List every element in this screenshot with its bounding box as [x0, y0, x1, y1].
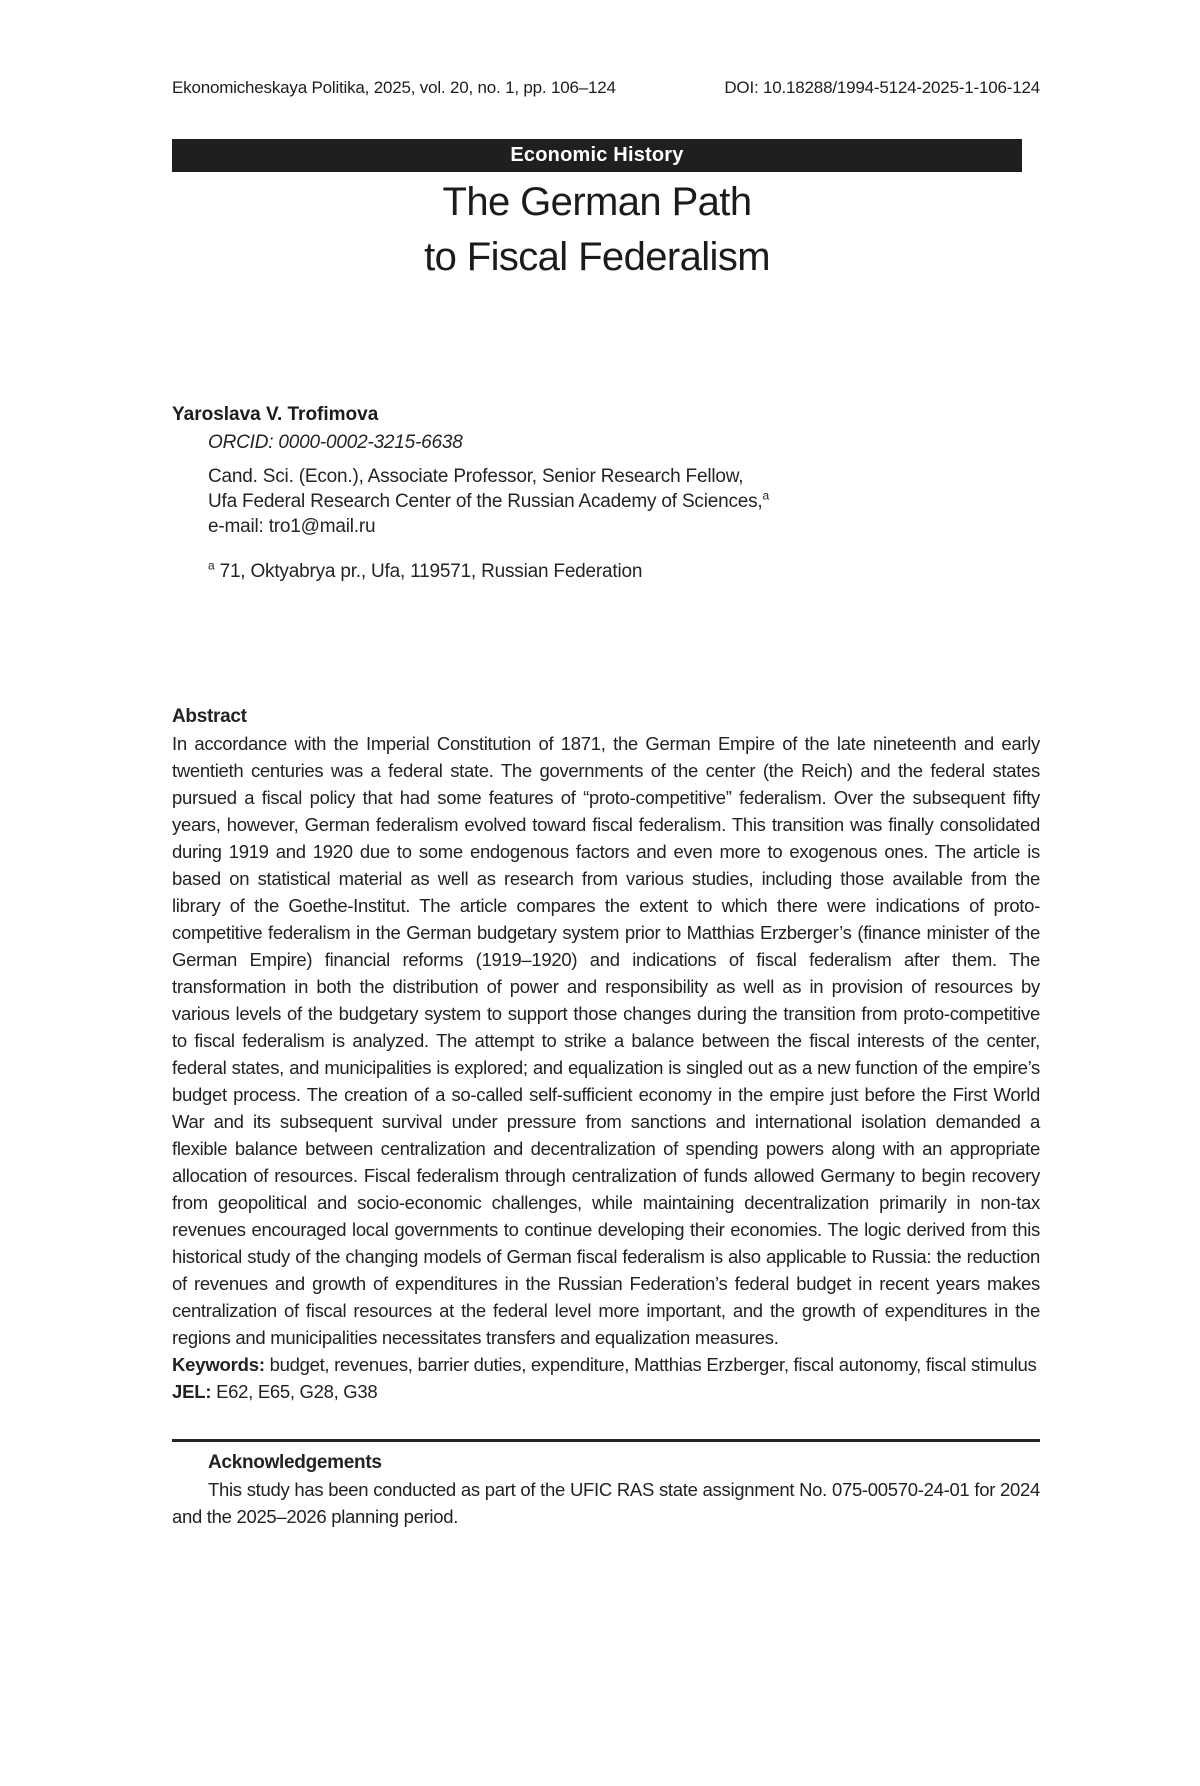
acknowledgements-section — [172, 1439, 1040, 1530]
jel-text: E62, E65, G28, G38 — [216, 1381, 378, 1402]
address-footnote-marker: a — [208, 558, 215, 573]
section-banner — [172, 139, 1022, 172]
author-details — [208, 464, 769, 539]
author-name: Yaroslava V. Trofimova — [172, 404, 379, 425]
acknowledgements-heading: Acknowledgements — [208, 1452, 382, 1473]
article-title — [172, 175, 1022, 285]
author-affiliation-line — [208, 489, 769, 514]
author-orcid: ORCID: 0000-0002-3215-6638 — [208, 432, 463, 453]
jel-line — [172, 1378, 1040, 1405]
author-address-text: 71, Oktyabrya pr., Ufa, 119571, Russian Federation — [219, 561, 643, 582]
section-banner-label: Economic History — [510, 144, 684, 166]
affiliation-footnote-marker: a — [762, 488, 769, 503]
author-affiliation-text: Ufa Federal Research Center of the Russian Academy of Sciences, — [208, 491, 763, 512]
journal-citation: Ekonomicheskaya Politika, 2025, vol. 20, no. 1, pp. 106–124 — [172, 78, 616, 97]
article-title-line2: to Fiscal Federalism — [424, 235, 770, 279]
author-email-line: e-mail: tro1@mail.ru — [208, 516, 376, 537]
abstract-heading: Abstract — [172, 706, 247, 727]
keywords-label: Keywords: — [172, 1354, 265, 1375]
journal-header — [172, 78, 1040, 98]
abstract-text: In accordance with the Imperial Constitution of 1871, the German Empire of the late nineteenth and early twentieth centuries was a federal state. The governments of the center (the Reich) and the federal states pursued a fiscal policy that had some features of “proto-competitive” federalism. Over the subsequent fifty years, however, German federalism evolved toward fiscal federalism. This transition was finally consolidated during 1919 and 1920 due to some endogenous factors and even more to exogenous ones. The article is based on statistical material as well as research from various studies, including those available from the library of the Goethe-Institut. The article compares the extent to which there were indications of proto-competitive federalism in the German budgetary system prior to Matthias Erzberger’s (finance minister of the German Empire) financial reforms (1919–1920) and indications of fiscal federalism after them. The transformation in both the distribution of power and responsibility as well as in provision of resources by various levels of the budgetary system to support those changes during the transition from proto-competitive to fiscal federalism is analyzed. The attempt to strike a balance between the fiscal interests of the center, federal states, and municipalities is explored; and equalization is singled out as a new function of the empire’s budget process. The creation of a so-called self-sufficient economy in the empire just before the First World War and its subsequent survival under pressure from sanctions and international isolation demanded a flexible balance between centralization and decentralization of spending powers along with an appropriate allocation of resources. Fiscal federalism through centralization of funds allowed Germany to begin recovery from geopolitical and socio-economic challenges, while maintaining decentralization primarily in non-tax revenues encouraged local governments to continue developing their economies. The logic derived from this historical study of the changing models of German fiscal federalism is also applicable to Russia: the reduction of revenues and growth of expenditures in the Russian Federation’s federal budget in recent years makes centralization of fiscal resources at the federal level more important, and the growth of expenditures in the regions and municipalities necessitates transfers and equalization measures. — [172, 733, 1040, 1348]
jel-label: JEL: — [172, 1381, 212, 1402]
article-front-matter — [172, 703, 1040, 1530]
keywords-text: budget, revenues, barrier duties, expenditure, Matthias Erzberger, fiscal autonomy, fiscal stimulus — [269, 1354, 1037, 1375]
acknowledgements-text: This study has been conducted as part of the UFIC RAS state assignment No. 075-00570-24-01 for 2024 and the 2025–2026 planning period. — [172, 1479, 1040, 1527]
author-address — [208, 558, 643, 583]
article-title-line1: The German Path — [442, 180, 752, 224]
keywords-line — [172, 1351, 1040, 1378]
author-degree-line: Cand. Sci. (Econ.), Associate Professor, Senior Research Fellow, — [208, 466, 744, 487]
doi-text: DOI: 10.18288/1994-5124-2025-1-106-124 — [724, 78, 1040, 97]
